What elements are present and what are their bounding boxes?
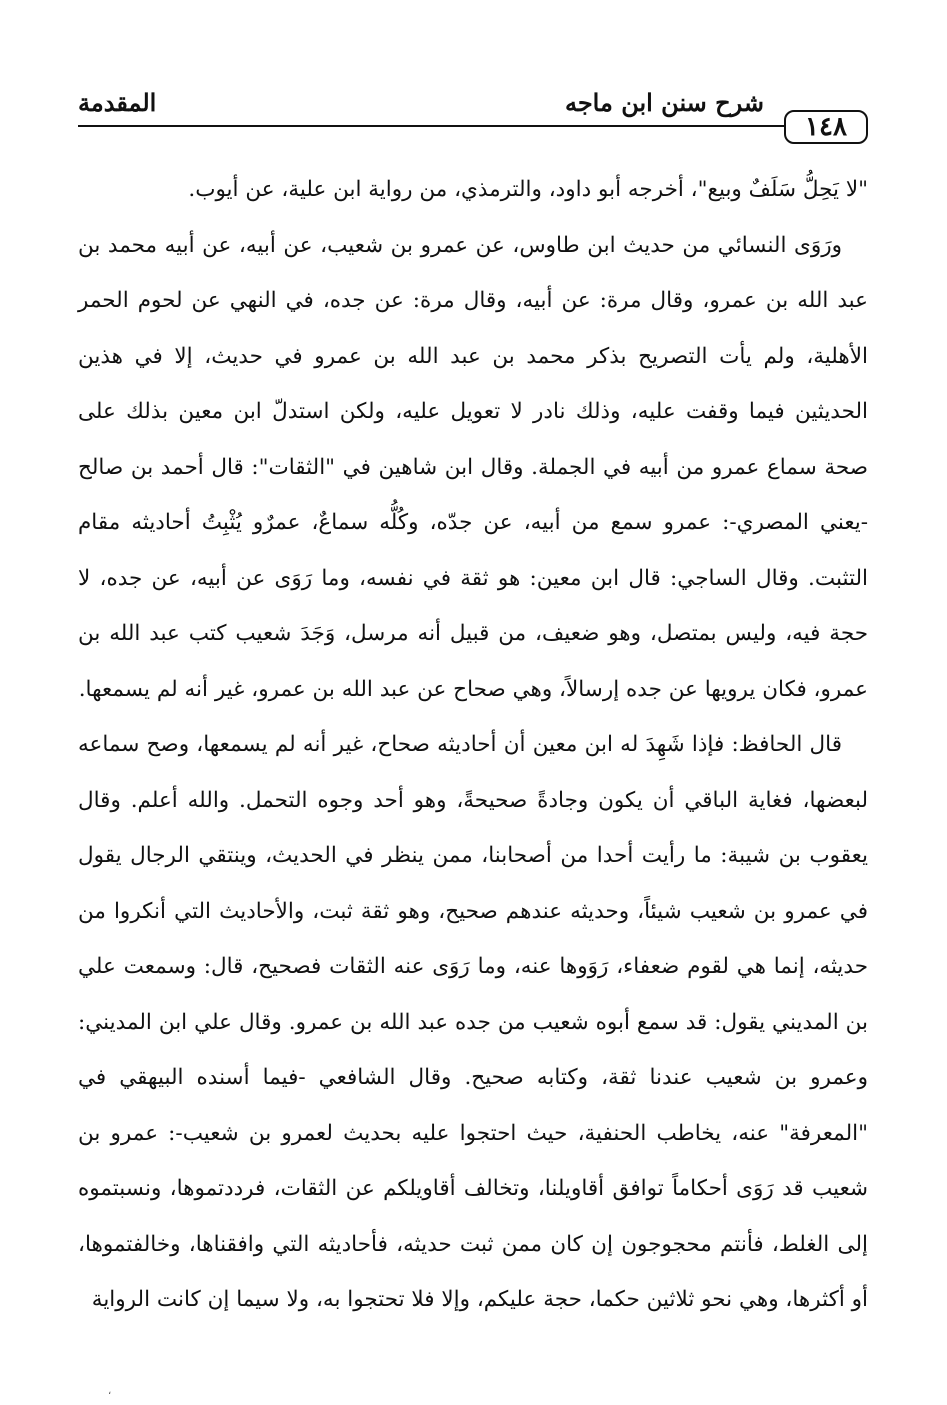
- header-divider: [78, 125, 786, 127]
- footer-mark: ،: [108, 1386, 112, 1397]
- book-title: شرح سنن ابن ماجه: [564, 88, 764, 117]
- page-number: ١٤٨: [784, 110, 868, 144]
- page-header: [78, 88, 868, 148]
- paragraph-3: قال الحافظ: فإذا شَهِدَ له ابن معين أن أحاديثه صحاح، غير أنه لم يسمعها، وصح سماعه لبعضها، فغاية الباقي أن يكون وجادةً صحيحةً، وهو أحد وجوه التحمل. والله أعلم. وقال يعقوب بن شيبة: ما رأيت أحدا من أصحابنا، ممن ينظر في الحديث، وينتقي الرجال يقول في عمرو بن شعيب شيئاً، وحديثه عندهم صحيح، وهو ثقة ثبت، والأحاديث التي أنكروا من حديثه، إنما هي لقوم ضعفاء، رَوَوها عنه، وما رَوَى عنه الثقات فصحيح، قال: وسمعت علي بن المديني يقول: قد سمع أبوه شعيب من جده عبد الله بن عمرو. وقال علي ابن المديني: وعمرو بن شعيب عندنا ثقة، وكتابه صحيح. وقال الشافعي -فيما أسنده البيهقي في "المعرفة" عنه، يخاطب الحنفية، حيث احتجوا عليه بحديث لعمرو بن شعيب-: عمرو بن شعيب قد رَوَى أحكاماً توافق أقاويلنا، وتخالف أقاويلكم عن الثقات، فرددتموها، ونسبتموه إلى الغلط، فأنتم محجوجون إن كان ممن ثبت حديثه، فأحاديثه التي وافقناها، وخالفتموها، أو أكثرها، وهي نحو ثلاثين حكما، حجة عليكم، وإلا فلا تحتجوا به، ولا سيما إن كانت الرواية: [78, 732, 868, 1312]
- paragraph-2: ورَوَى النسائي من حديث ابن طاوس، عن عمرو بن شعيب، عن أبيه، عن أبيه محمد بن عبد الله بن عمرو، وقال مرة: عن أبيه، وقال مرة: عن جده، في النهي عن لحوم الحمر الأهلية، ولم يأت التصريح بذكر محمد بن عبد الله بن عمرو في حديث، إلا في هذين الحديثين فيما وقفت عليه، وذلك نادر لا تعويل عليه، ولكن استدلّ ابن معين بذلك على صحة سماع عمرو من أبيه في الجملة. وقال ابن شاهين في "الثقات": قال أحمد بن صالح -يعني المصري-: عمرو سمع من أبيه، عن جدّه، وكُلُّه سماعٌ، عمرٌو يُثْبِتُ أحاديثه مقام التثبت. وقال الساجي: قال ابن معين: هو ثقة في نفسه، وما رَوَى عن أبيه، عن جده، لا حجة فيه، وليس بمتصل، وهو ضعيف، من قبيل أنه مرسل، وَجَدَ شعيب كتب عبد الله بن عمرو، فكان يرويها عن جده إرسالاً، وهي صحاح عن عبد الله بن عمرو، غير أنه لم يسمعها.: [78, 232, 868, 702]
- section-title: المقدمة: [78, 88, 157, 117]
- page-body: [78, 162, 868, 1328]
- paragraph-1: "لا يَحِلُّ سَلَفٌ وبيع"، أخرجه أبو داود، والترمذي، من رواية ابن علية، عن أيوب.: [188, 177, 868, 202]
